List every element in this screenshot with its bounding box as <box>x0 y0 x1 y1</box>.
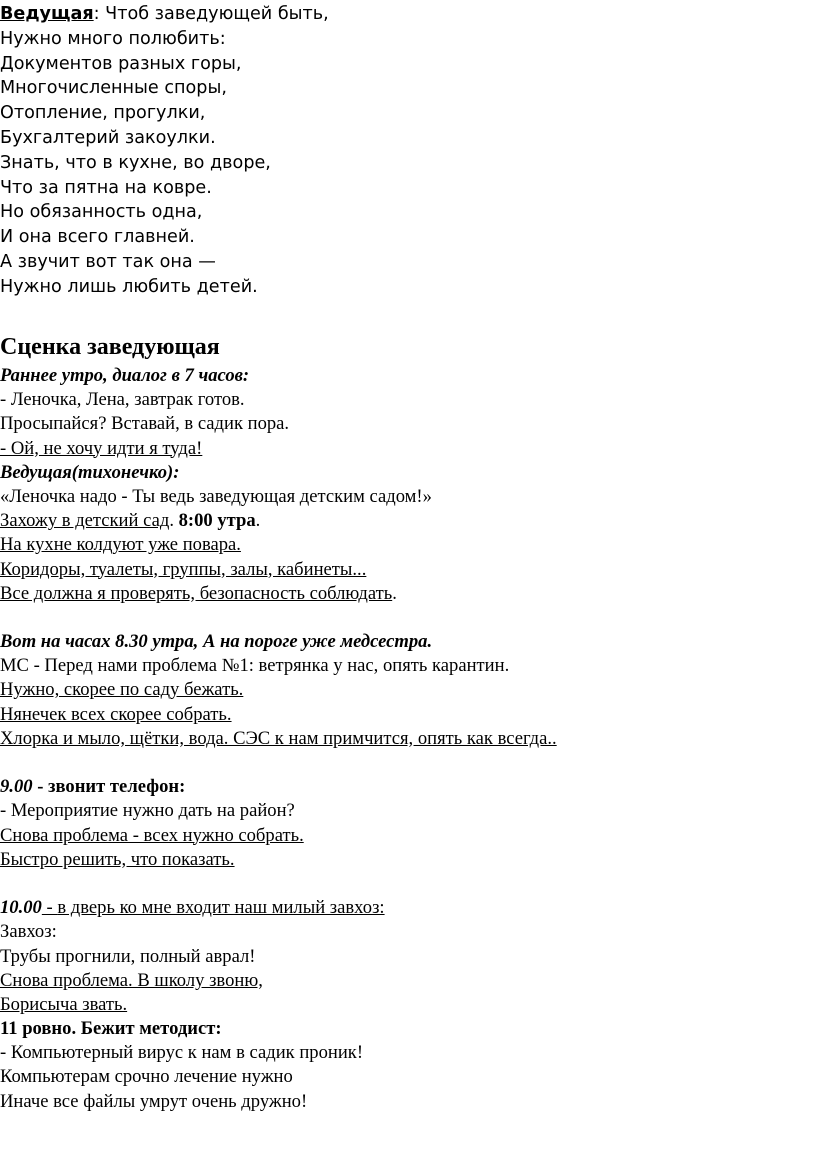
poem-line-text: : Чтоб заведующей быть, <box>93 4 329 24</box>
speaker-label: Ведущая <box>0 4 94 24</box>
time-label: 10.00 <box>0 897 42 919</box>
scene-block <box>0 330 557 1114</box>
dialog-line: Просыпайся? Вставай, в садик пора. <box>0 413 290 435</box>
blank-line <box>0 872 557 896</box>
direction-text: в дверь ко мне входит наш милый завхоз: <box>57 897 385 919</box>
stage-direction <box>0 896 557 920</box>
dialog-line: Нянечек всех скорее собрать. <box>0 703 232 725</box>
dialog-line: Нужно, скорее по саду бежать. <box>0 679 244 701</box>
dialog-line <box>0 509 557 533</box>
dialog-line <box>0 582 557 606</box>
poem-line: А звучит вот так она — <box>0 251 216 272</box>
dialog-text: Захожу в детский сад <box>0 510 170 532</box>
poem-line <box>0 2 329 27</box>
poem-line: Но обязанность одна, <box>0 202 203 223</box>
stage-direction: 11 ровно. Бежит методист: <box>0 1018 222 1040</box>
dialog-text: Все должна я проверять, безопасность соблюдать <box>0 582 393 604</box>
poem-line: Что за пятна на ковре. <box>0 177 212 198</box>
dialog-text: . <box>392 582 397 604</box>
dialog-line: Хлорка и мыло, щётки, вода. СЭС к нам примчится, опять как всегда.. <box>0 727 557 749</box>
dialog-line: Снова проблема - всех нужно собрать. <box>0 824 304 846</box>
dialog-line: - Компьютерный вирус к нам в садик проник! <box>0 1042 364 1064</box>
dialog-line: - Мероприятие нужно дать на район? <box>0 800 295 822</box>
dialog-line: Быстро решить, что показать. <box>0 848 235 870</box>
stage-direction <box>0 775 557 799</box>
dialog-line: МС - Перед нами проблема №1: ветрянка у нас, опять карантин. <box>0 655 510 677</box>
direction-text: - звонит телефон: <box>32 776 186 798</box>
blank-line <box>0 751 557 775</box>
dialog-line: Иначе все файлы умрут очень дружно! <box>0 1090 308 1112</box>
poem-line: Нужно много полюбить: <box>0 28 226 49</box>
blank-line <box>0 606 557 630</box>
dialog-line: - Леночка, Лена, завтрак готов. <box>0 389 245 411</box>
poem-line: Документов разных горы, <box>0 53 242 74</box>
poem-block <box>0 2 329 300</box>
poem-line: Бухгалтерий закоулки. <box>0 127 216 148</box>
dialog-line: Завхоз: <box>0 921 57 943</box>
dialog-text: . <box>169 510 179 532</box>
stage-direction: Вот на часах 8.30 утра, А на пороге уже медсестра. <box>0 631 433 653</box>
time-label: 9.00 <box>0 776 33 798</box>
poem-line: Многочисленные споры, <box>0 78 227 99</box>
time-label: 8:00 утра <box>178 510 256 532</box>
poem-line: Нужно лишь любить детей. <box>0 276 258 297</box>
stage-direction: Ведущая(тихонечко): <box>0 461 180 483</box>
dialog-line: Борисыча звать. <box>0 993 128 1015</box>
scene-title: Сценка заведующая <box>0 334 220 360</box>
poem-line: Знать, что в кухне, во дворе, <box>0 152 271 173</box>
dialog-text: . <box>255 510 261 532</box>
dialog-line: Компьютерам срочно лечение нужно <box>0 1066 293 1088</box>
direction-text: - <box>41 897 58 919</box>
dialog-line: - Ой, не хочу идти я туда! <box>0 437 203 459</box>
stage-direction: Раннее утро, диалог в 7 часов: <box>0 365 250 386</box>
dialog-line: Снова проблема. В школу звоню, <box>0 969 263 991</box>
dialog-line: На кухне колдуют уже повара. <box>0 534 241 556</box>
poem-line: И она всего главней. <box>0 227 195 248</box>
dialog-line: Трубы прогнили, полный аврал! <box>0 945 256 967</box>
dialog-line: «Леночка надо - Ты ведь заведующая детским садом!» <box>0 485 432 507</box>
dialog-line: Коридоры, туалеты, группы, залы, кабинеты... <box>0 558 367 580</box>
poem-line: Отопление, прогулки, <box>0 103 206 124</box>
